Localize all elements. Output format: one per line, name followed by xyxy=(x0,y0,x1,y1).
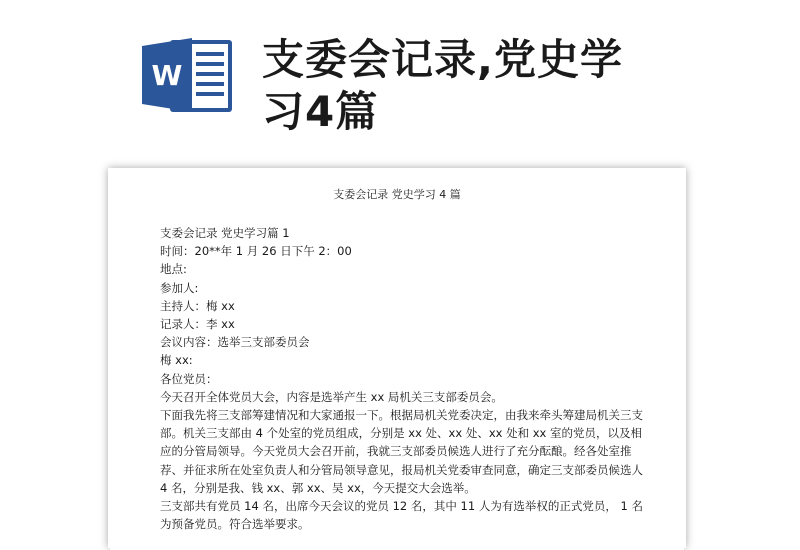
doc-paragraph: 下面我先将三支部筹建情况和大家通报一下。根据局机关党委决定，由我来牵头筹建局机关三支部。机关三支部由 4 个处室的党员组成，分别是 xx 处、xx 处、xx 处和 xx 室的党员，以及相应的分管局领导。今天党员大会召开前，我就三支部委员候选人进行了充分酝酿。经各处室推荐、并征求所在处室负责人和分管局领导意见，报局机关党委审查同意，确定三支部委员候选人 4 名，分别是我、钱 xx、郭 xx、吴 xx，今天提交大会选举。 xyxy=(160,408,643,495)
doc-line: 主持人：梅 xx xyxy=(160,298,235,313)
page-title: 支委会记录,党史学习4篇 xyxy=(262,35,623,136)
doc-line: 地点: xyxy=(160,262,187,277)
document-page xyxy=(110,170,684,550)
doc-line: 支委会记录 党史学习篇 1 xyxy=(160,226,290,240)
svg-text:W: W xyxy=(151,59,183,92)
doc-line: 记录人：李 xx xyxy=(160,317,235,332)
doc-line: 参加人: xyxy=(160,280,199,295)
doc-line: 会议内容：选举三支部委员会 xyxy=(160,335,310,350)
doc-line: 时间：20**年 1 月 26 日下午 2：00 xyxy=(160,244,352,259)
document-body xyxy=(160,224,650,533)
doc-line: 梅 xx: xyxy=(160,353,193,368)
doc-paragraph: 三支部共有党员 14 名，出席今天会议的党员 12 名，其中 11 人为有选举权的正式党员， 1 名为预备党员。符合选举要求。 xyxy=(160,499,643,532)
doc-line: 各位党员： xyxy=(160,371,218,386)
word-document-icon xyxy=(140,34,236,116)
doc-line: 今天召开全体党员大会，内容是选举产生 xx 局机关三支部委员会。 xyxy=(160,389,503,404)
banner xyxy=(0,0,800,150)
document-header: 支委会记录 党史学习 4 篇 xyxy=(333,188,461,201)
